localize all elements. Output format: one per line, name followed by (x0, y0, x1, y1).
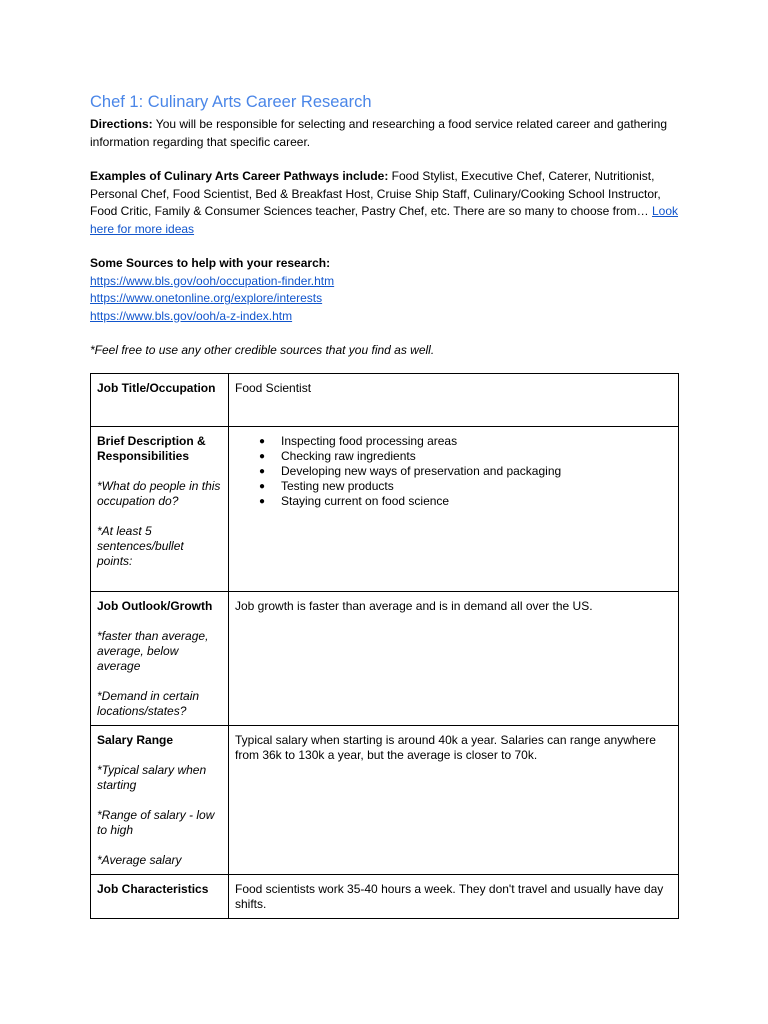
characteristics-value: Food scientists work 35-40 hours a week. They don't travel and usually have day shifts. (235, 882, 664, 911)
career-research-table (90, 373, 679, 919)
table-row (91, 427, 679, 592)
table-row (91, 726, 679, 875)
bullet-icon: ● (259, 496, 266, 507)
responsibilities-list (235, 434, 672, 509)
row-label-cell (91, 427, 229, 592)
row-hint: *What do people in this occupation do? (97, 479, 221, 508)
row-hint: *Average salary (97, 853, 182, 867)
row-value-cell[interactable] (229, 374, 679, 427)
row-label: Job Characteristics (97, 882, 209, 896)
table-row (91, 374, 679, 427)
bullet-icon: ● (259, 451, 266, 462)
row-label-cell (91, 374, 229, 427)
row-hint: *faster than average, average, below average (97, 629, 209, 673)
row-hint: *Typical salary when starting (97, 763, 207, 792)
list-item: ● Checking raw ingredients (259, 449, 416, 463)
list-item: ● Developing new ways of preservation and packaging (259, 464, 562, 478)
row-hint: *At least 5 sentences/bullet points: (97, 524, 184, 568)
outlook-value: Job growth is faster than average and is in demand all over the US. (235, 599, 593, 613)
directions-paragraph (90, 116, 680, 151)
sources-note: *Feel free to use any other credible sources that you find as well. (90, 343, 435, 357)
row-label-cell (91, 726, 229, 875)
row-label-cell (91, 592, 229, 726)
row-hint: *Demand in certain locations/states? (97, 689, 200, 718)
bullet-icon: ● (259, 436, 266, 447)
list-item: ● Testing new products (259, 479, 394, 493)
examples-label: Examples of Culinary Arts Career Pathways include: (90, 169, 389, 183)
document-body (90, 92, 680, 360)
row-label: Job Title/Occupation (97, 381, 216, 395)
list-item: ● Staying current on food science (259, 494, 450, 508)
row-value-cell[interactable] (229, 427, 679, 592)
list-item: ● Inspecting food processing areas (259, 434, 458, 448)
row-label: Brief Description & Responsibilities (97, 434, 206, 463)
row-value-cell[interactable] (229, 875, 679, 919)
table-row (91, 592, 679, 726)
row-hint: *Range of salary - low to high (97, 808, 215, 837)
row-label: Job Outlook/Growth (97, 599, 213, 613)
row-label: Salary Range (97, 733, 174, 747)
examples-paragraph (90, 168, 680, 238)
directions-label: Directions: (90, 117, 153, 131)
salary-value: Typical salary when starting is around 40k a year. Salaries can range anywhere from 36k to 130k a year, but the average is closer to 70k. (235, 733, 656, 762)
page-title: Chef 1: Culinary Arts Career Research (90, 93, 372, 111)
source-link-3[interactable]: https://www.bls.gov/ooh/a-z-index.htm (90, 308, 293, 323)
row-label-cell (91, 875, 229, 919)
more-ideas-link[interactable]: Look here for more ideas (90, 204, 679, 236)
examples-text: Food Stylist, Executive Chef, Caterer, Nutritionist, Personal Chef, Food Scientist, Bed & Breakfast Host, Cruise Ship Staff, Culinary/Cooking School Instructor, Food Critic, Family & Consumer Sciences teacher, Pastry Chef, etc. There are so many to choose from… (90, 169, 661, 218)
directions-text: You will be responsible for selecting and researching a food service related career and gathering information regarding that specific career. (90, 117, 668, 149)
source-link-1[interactable]: https://www.bls.gov/ooh/occupation-finder.htm (90, 273, 335, 288)
sources-label: Some Sources to help with your research: (90, 256, 331, 270)
bullet-icon: ● (259, 481, 266, 492)
table-row (91, 875, 679, 919)
occupation-value: Food Scientist (235, 381, 312, 395)
bullet-icon: ● (259, 466, 266, 477)
source-link-2[interactable]: https://www.onetonline.org/explore/interests (90, 291, 323, 305)
row-value-cell[interactable] (229, 726, 679, 875)
row-value-cell[interactable] (229, 592, 679, 726)
